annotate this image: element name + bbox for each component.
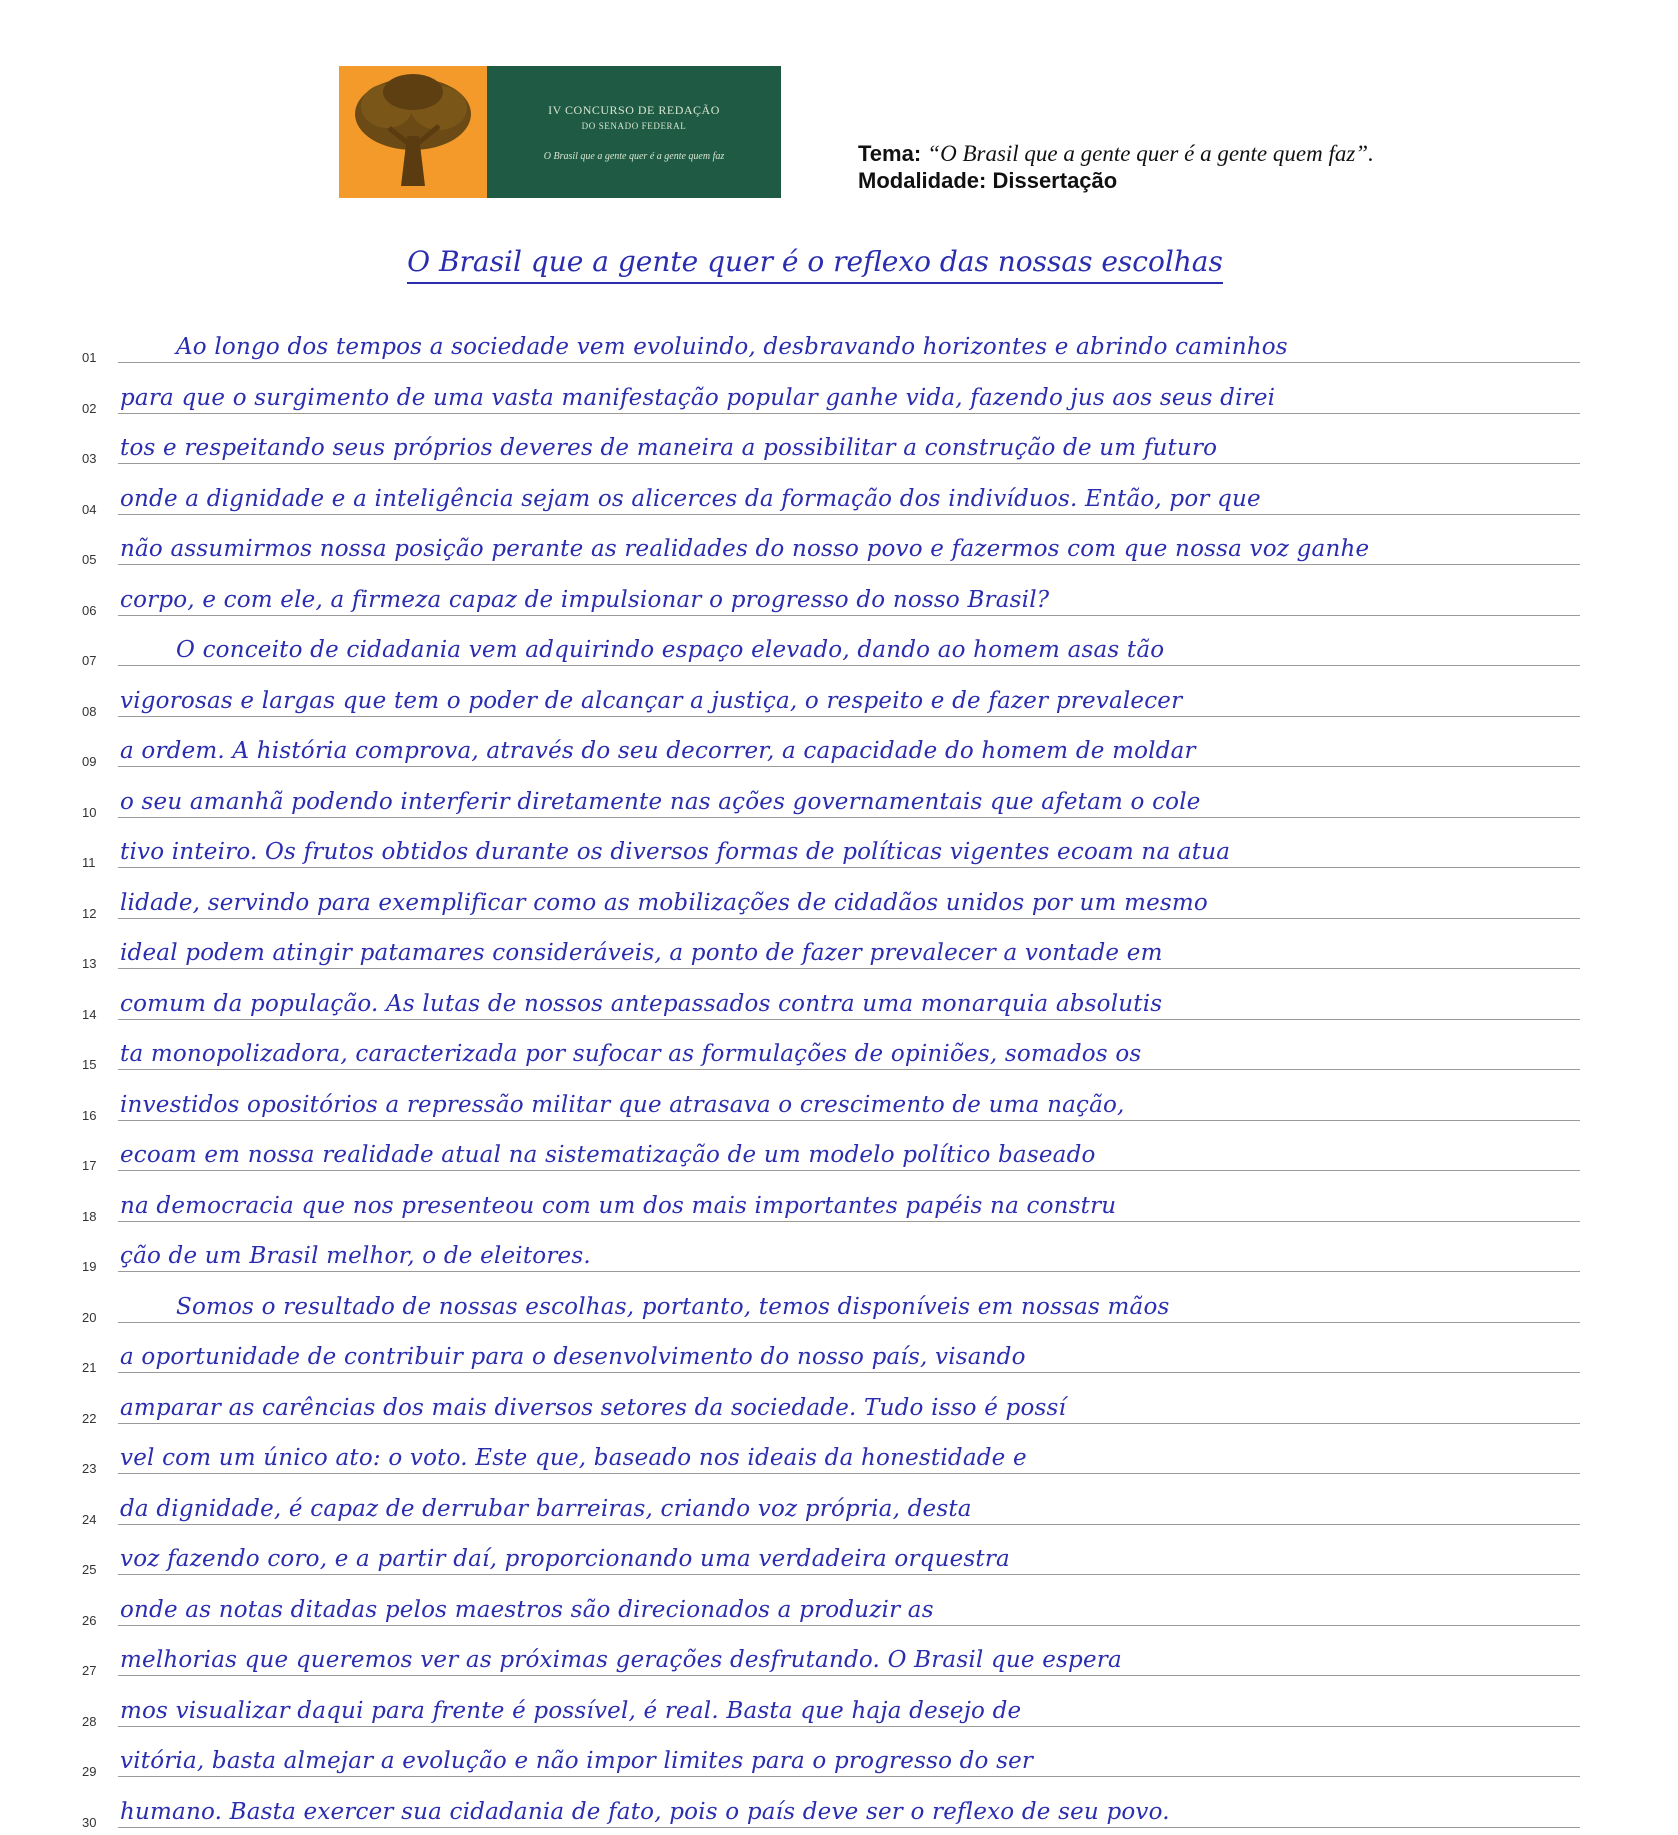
line-number: 12 (82, 906, 106, 921)
ruled-line (118, 867, 1580, 868)
ruled-line (118, 1524, 1580, 1525)
ruled-line (118, 1776, 1580, 1777)
ruled-line (118, 413, 1580, 414)
essay-meta (858, 140, 1374, 194)
ruled-line (118, 1019, 1580, 1020)
ruled-line (118, 817, 1580, 818)
line-number: 06 (82, 603, 106, 618)
handwritten-text: o seu amanhã podendo interferir diretamente nas ações governamentais que afetam o cole (120, 789, 1575, 815)
handwritten-text: não assumirmos nossa posição perante as realidades do nosso povo e fazermos com que nossa voz ganhe (120, 536, 1575, 562)
line-number: 16 (82, 1108, 106, 1123)
logo-text-panel (487, 66, 781, 198)
essay-title-text: O Brasil que a gente quer é o reflexo das nossas escolhas (407, 245, 1223, 284)
essay-line (0, 1785, 1678, 1835)
modalidade-value: Dissertação (992, 168, 1117, 193)
handwritten-text: corpo, e com ele, a firmeza capaz de impulsionar o progresso do nosso Brasil? (120, 587, 1575, 613)
essay-line (0, 1431, 1678, 1482)
handwritten-text: onde a dignidade e a inteligência sejam os alicerces da formação dos indivíduos. Então, por que (120, 486, 1575, 512)
ruled-line (118, 1625, 1580, 1626)
line-number: 07 (82, 653, 106, 668)
ruled-line (118, 918, 1580, 919)
ruled-line (118, 766, 1580, 767)
essay-line (0, 977, 1678, 1028)
line-number: 20 (82, 1310, 106, 1325)
line-number: 28 (82, 1714, 106, 1729)
essay-line (0, 522, 1678, 573)
logo-line-2: DO SENADO FEDERAL (582, 121, 687, 131)
ruled-line (118, 1322, 1580, 1323)
ruled-line (118, 1069, 1580, 1070)
line-number: 18 (82, 1209, 106, 1224)
essay-line (0, 1482, 1678, 1533)
essay-line (0, 876, 1678, 927)
line-number: 09 (82, 754, 106, 769)
ruled-line (118, 665, 1580, 666)
essay-line (0, 573, 1678, 624)
ruled-line (118, 1473, 1580, 1474)
handwritten-text: na democracia que nos presenteou com um dos mais importantes papéis na constru (120, 1193, 1575, 1219)
line-number: 03 (82, 451, 106, 466)
ruled-line (118, 1827, 1580, 1828)
handwritten-text: vigorosas e largas que tem o poder de alcançar a justiça, o respeito e de fazer prevalecer (120, 688, 1575, 714)
line-number: 02 (82, 401, 106, 416)
essay-line (0, 320, 1678, 371)
ruled-line (118, 716, 1580, 717)
line-number: 29 (82, 1764, 106, 1779)
essay-line (0, 1179, 1678, 1230)
handwritten-text: mos visualizar daqui para frente é possível, é real. Basta que haja desejo de (120, 1698, 1575, 1724)
essay-line (0, 1280, 1678, 1331)
ruled-line (118, 1372, 1580, 1373)
tree-icon (339, 66, 487, 198)
handwritten-text: lidade, servindo para exemplificar como as mobilizações de cidadãos unidos por um mesmo (120, 890, 1575, 916)
tema-label: Tema: (858, 141, 921, 166)
handwritten-text: ta monopolizadora, caracterizada por sufocar as formulações de opiniões, somados os (120, 1041, 1575, 1067)
ruled-line (118, 463, 1580, 464)
essay-line (0, 421, 1678, 472)
handwritten-text: ecoam em nossa realidade atual na sistematização de um modelo político baseado (120, 1142, 1575, 1168)
essay-line (0, 1734, 1678, 1785)
handwritten-text: onde as notas ditadas pelos maestros são direcionados a produzir as (120, 1597, 1575, 1623)
ruled-line (118, 1170, 1580, 1171)
tema-row (858, 140, 1374, 167)
handwritten-text: vitória, basta almejar a evolução e não impor limites para o progresso do ser (120, 1748, 1575, 1774)
handwritten-text: Ao longo dos tempos a sociedade vem evoluindo, desbravando horizontes e abrindo caminhos (120, 334, 1631, 360)
ruled-line (118, 1221, 1580, 1222)
line-number: 15 (82, 1057, 106, 1072)
modalidade-label: Modalidade: (858, 168, 986, 193)
line-number: 22 (82, 1411, 106, 1426)
handwritten-text: comum da população. As lutas de nossos antepassados contra uma monarquia absolutis (120, 991, 1575, 1017)
line-number: 27 (82, 1663, 106, 1678)
line-number: 21 (82, 1360, 106, 1375)
essay-line (0, 1330, 1678, 1381)
essay-line (0, 775, 1678, 826)
handwritten-text: ção de um Brasil melhor, o de eleitores. (120, 1243, 1575, 1269)
modalidade-row (858, 167, 1374, 194)
line-number: 08 (82, 704, 106, 719)
handwritten-text: vel com um único ato: o voto. Este que, baseado nos ideais da honestidade e (120, 1445, 1575, 1471)
essay-lines (0, 320, 1678, 1835)
line-number: 10 (82, 805, 106, 820)
ruled-line (118, 1423, 1580, 1424)
handwritten-text: tos e respeitando seus próprios deveres de maneira a possibilitar a construção de um futuro (120, 435, 1575, 461)
line-number: 17 (82, 1158, 106, 1173)
handwritten-text: a oportunidade de contribuir para o desenvolvimento do nosso país, visando (120, 1344, 1575, 1370)
essay-line (0, 1381, 1678, 1432)
handwritten-text: humano. Basta exercer sua cidadania de fato, pois o país deve ser o reflexo de seu povo. (120, 1799, 1575, 1825)
ruled-line (118, 1726, 1580, 1727)
ruled-line (118, 1675, 1580, 1676)
handwritten-text: ideal podem atingir patamares consideráveis, a ponto de fazer prevalecer a vontade em (120, 940, 1575, 966)
essay-line (0, 1229, 1678, 1280)
contest-logo (339, 66, 781, 198)
essay-line (0, 1633, 1678, 1684)
ruled-line (118, 1574, 1580, 1575)
essay-line (0, 1684, 1678, 1735)
essay-line (0, 1532, 1678, 1583)
handwritten-text: Somos o resultado de nossas escolhas, portanto, temos disponíveis em nossas mãos (120, 1294, 1631, 1320)
essay-title (200, 232, 1430, 292)
ruled-line (118, 362, 1580, 363)
essay-line (0, 1583, 1678, 1634)
ruled-line (118, 514, 1580, 515)
handwritten-text: amparar as carências dos mais diversos setores da sociedade. Tudo isso é possí (120, 1395, 1575, 1421)
essay-line (0, 1128, 1678, 1179)
line-number: 19 (82, 1259, 106, 1274)
line-number: 25 (82, 1562, 106, 1577)
logo-line-1: IV CONCURSO DE REDAÇÃO (548, 103, 720, 118)
handwritten-text: O conceito de cidadania vem adquirindo espaço elevado, dando ao homem asas tão (120, 637, 1631, 663)
essay-line (0, 825, 1678, 876)
ruled-line (118, 968, 1580, 969)
essay-line (0, 1027, 1678, 1078)
handwritten-text: voz fazendo coro, e a partir daí, proporcionando uma verdadeira orquestra (120, 1546, 1575, 1572)
ruled-line (118, 1271, 1580, 1272)
essay-line (0, 371, 1678, 422)
ruled-line (118, 564, 1580, 565)
line-number: 13 (82, 956, 106, 971)
essay-line (0, 674, 1678, 725)
line-number: 11 (82, 855, 106, 870)
line-number: 01 (82, 350, 106, 365)
line-number: 24 (82, 1512, 106, 1527)
line-number: 26 (82, 1613, 106, 1628)
handwritten-text: para que o surgimento de uma vasta manifestação popular ganhe vida, fazendo jus aos seus direi (120, 385, 1575, 411)
essay-line (0, 623, 1678, 674)
essay-line (0, 926, 1678, 977)
tema-value: “O Brasil que a gente quer é a gente quem faz”. (927, 141, 1374, 166)
ruled-line (118, 1120, 1580, 1121)
line-number: 23 (82, 1461, 106, 1476)
logo-slogan: O Brasil que a gente quer é a gente quem faz (544, 151, 725, 162)
essay-line (0, 1078, 1678, 1129)
ruled-line (118, 615, 1580, 616)
line-number: 30 (82, 1815, 106, 1830)
line-number: 04 (82, 502, 106, 517)
handwritten-text: investidos opositórios a repressão militar que atrasava o crescimento de uma nação, (120, 1092, 1575, 1118)
handwritten-text: melhorias que queremos ver as próximas gerações desfrutando. O Brasil que espera (120, 1647, 1575, 1673)
essay-line (0, 472, 1678, 523)
line-number: 05 (82, 552, 106, 567)
line-number: 14 (82, 1007, 106, 1022)
handwritten-text: a ordem. A história comprova, através do seu decorrer, a capacidade do homem de moldar (120, 738, 1575, 764)
handwritten-text: tivo inteiro. Os frutos obtidos durante os diversos formas de políticas vigentes ecoam na atua (120, 839, 1575, 865)
handwritten-text: da dignidade, é capaz de derrubar barreiras, criando voz própria, desta (120, 1496, 1575, 1522)
essay-line (0, 724, 1678, 775)
